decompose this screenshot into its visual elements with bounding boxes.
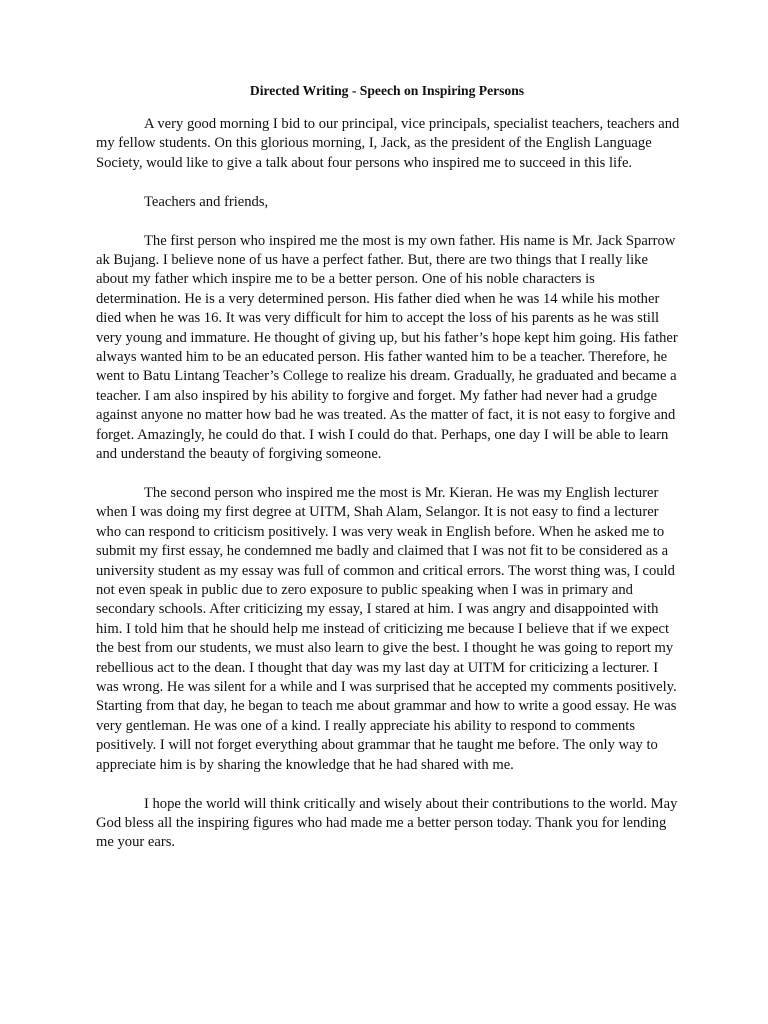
lecturer-paragraph: The second person who inspired me the most is Mr. Kieran. He was my English lecturer when I was doing my first degree at UITM, Shah Alam, Selangor. It is not easy to find a lecturer who can respond to criticism positively. I was very weak in English before. When he asked me to submit my first essay, he condemned me badly and claimed that I was not fit to be considered as a university student as my essay was full of common and critical errors. The worst thing was, I could not even speak in public due to zero exposure to public speaking when I was in primary and secondary schools. After criticizing my essay, I stared at him. I was angry and disappointed with him. I told him that he should help me instead of criticizing me because I believe that if we expect the best from our students, we must also learn to give the best. I thought he was going to report my rebellious act to the dean. I thought that day was my last day at UITM for criticizing a lecturer. I was wrong. He was silent for a while and I was surprised that he accepted my comments positively. Starting from that day, he began to teach me about grammar and how to write a good essay. He was very gentleman. He was one of a kind. I really appreciate his ability to respond to comments positively. I will not forget everything about grammar that he taught me before. The only way to appreciate him is by sharing the knowledge that he had shared with me.: [96, 485, 677, 773]
document-title: Directed Writing - Speech on Inspiring Persons: [249, 83, 525, 98]
father-paragraph: The first person who inspired me the most is my own father. His name is Mr. Jack Sparrow ak Bujang. I believe none of us have a perfect father. But, there are two things that I really like about my father which inspire me to be a better person. One of his noble characters is determination. He is a very determined person. His father died when he was 14 while his mother died when he was 16. It was very difficult for him to accept the loss of his parents as he was still very young and immature. He thought of giving up, but his father’s hope kept him going. His father always wanted him to be an educated person. His father wanted him to be a teacher. Therefore, he went to Batu Lintang Teacher’s College to realize his dream. Gradually, he graduated and became a teacher. I am also inspired by his ability to forgive and forget. My father had never had a grudge against anyone no matter how bad he was treated. As the matter of fact, it is not easy to forgive and forget. Amazingly, he could do that. I wish I could do that. Perhaps, one day I will be able to learn and understand the beauty of forgiving someone.: [96, 232, 678, 463]
closing-paragraph: I hope the world will think critically and wisely about their contributions to the world. May God bless all the inspiring figures who had made me a better person today. Thank you for lending me your ears.: [96, 795, 678, 851]
opening-paragraph: A very good morning I bid to our principal, vice principals, specialist teachers, teachers and my fellow students. On this glorious morning, I, Jack, as the president of the English Language Society, would like to give a talk about four persons who inspired me to succeed in this life.: [96, 116, 680, 171]
document-body: [96, 115, 682, 872]
salutation-paragraph: Teachers and friends,: [144, 193, 269, 210]
